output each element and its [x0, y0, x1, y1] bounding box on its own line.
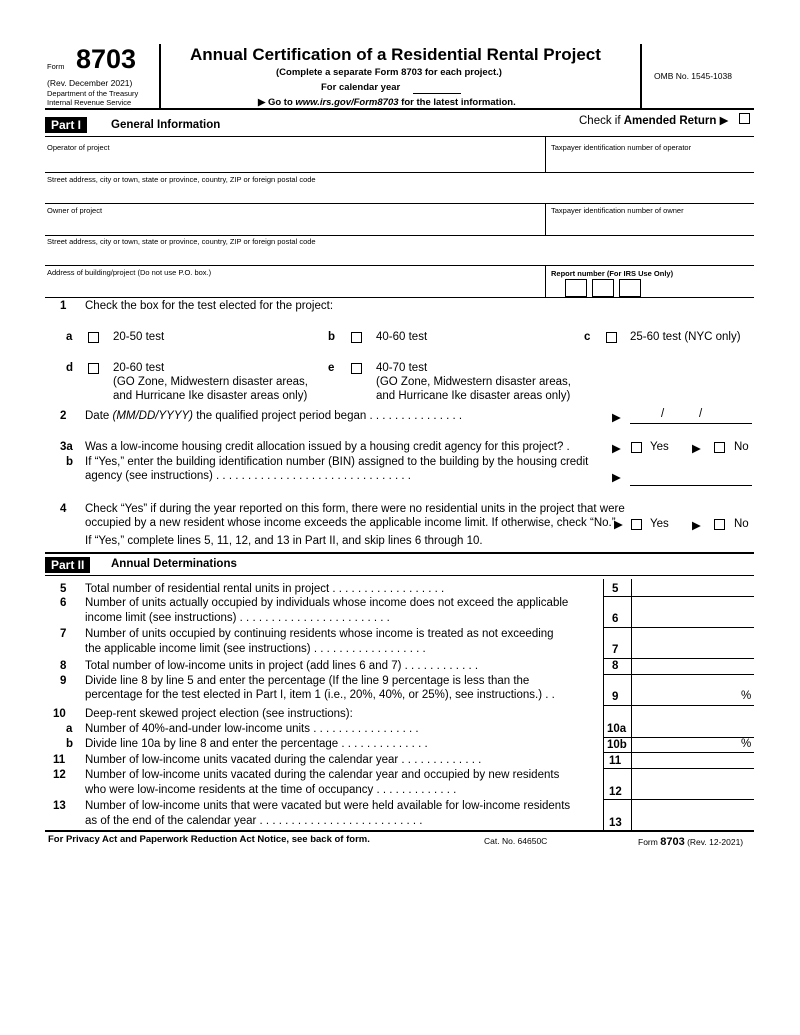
line5-number: 5	[60, 583, 67, 595]
part2-badge: Part II	[45, 557, 90, 573]
arrow-icon: ▶	[612, 472, 621, 484]
line6-text1: Number of units actually occupied by individuals whose income does not exceed the applicable	[85, 597, 569, 609]
test-20-50-checkbox[interactable]	[88, 332, 99, 343]
line4-text2: occupied by a new resident whose income exceeds the applicable income limit. If otherwise, check “No.”	[85, 517, 616, 529]
line12-input[interactable]	[603, 799, 754, 800]
amended-return-checkbox[interactable]	[739, 113, 750, 124]
line4-text3: If “Yes,” complete lines 5, 11, 12, and 13 in Part II, and skip lines 6 through 10.	[85, 535, 483, 547]
line9-percent-sign: %	[741, 690, 752, 702]
line9-input[interactable]	[603, 705, 754, 706]
line12-box-label: 12	[609, 786, 622, 798]
line13-number: 13	[53, 800, 66, 812]
part2-bottom-rule	[45, 830, 754, 832]
report-number-label: Report number (For IRS Use Only)	[551, 269, 674, 278]
calendar-year-label: For calendar year	[321, 82, 401, 93]
line3a-number: 3a	[60, 441, 73, 453]
line12-text1: Number of low-income units vacated during the calendar year and occupied by new residents	[85, 769, 560, 781]
test-20-60-note1: (GO Zone, Midwestern disaster areas,	[113, 376, 308, 388]
test-40-70-checkbox[interactable]	[351, 363, 362, 374]
line13-text2-label: as of the end of the calendar year	[85, 815, 257, 827]
test-25-60-checkbox[interactable]	[606, 332, 617, 343]
owner-tin-label: Taxpayer identification number of owner	[551, 206, 684, 215]
line4-yes-label: Yes	[650, 518, 669, 530]
part2-top-rule	[45, 552, 754, 554]
line8-box-label: 8	[612, 660, 619, 672]
line4-text1: Check “Yes” if during the year reported on this form, there were no residential units in the project that were	[85, 503, 625, 515]
line7-input[interactable]	[603, 658, 754, 659]
arrow-icon: ▶	[612, 443, 621, 455]
amended-return-label	[579, 113, 728, 127]
line7-text2-label: the applicable income limit (see instructions)	[85, 643, 311, 655]
amended-prefix: Check if	[579, 115, 624, 127]
amended-bold: Amended Return	[623, 115, 717, 127]
test-40-70-note1: (GO Zone, Midwestern disaster areas,	[376, 376, 571, 388]
line6-text2-label: income limit (see instructions)	[85, 612, 237, 624]
footer-form-number: 8703	[660, 836, 685, 848]
line4-no-checkbox[interactable]	[714, 519, 725, 530]
line4-number: 4	[60, 503, 67, 515]
line10-text: Deep-rent skewed project election (see instructions):	[85, 708, 353, 720]
test-20-50-label: 20-50 test	[113, 331, 165, 343]
arrow-icon: ▶	[614, 519, 623, 531]
privacy-notice: For Privacy Act and Paperwork Reduction Act Notice, see back of form.	[48, 834, 370, 845]
date-slash-1: /	[661, 408, 665, 420]
part1-rule	[45, 136, 754, 137]
line10a-box-label: 10a	[607, 723, 627, 735]
line3b-text2-label: agency (see instructions)	[85, 470, 213, 482]
line3a-text: Was a low-income housing credit allocation issued by a housing credit agency for this project? .	[85, 441, 570, 453]
line1a-letter: a	[66, 331, 73, 343]
line8-number: 8	[60, 660, 67, 672]
line3a-no-checkbox[interactable]	[714, 442, 725, 453]
line6-text2: income limit (see instructions) . . . . . . . . . . . . . . . . . . . . . . . .	[85, 612, 390, 624]
line10b-label: Divide line 10a by line 8 and enter the percentage	[85, 738, 339, 750]
line1b-letter: b	[328, 331, 336, 343]
report-divider	[545, 265, 546, 297]
department: Department of the Treasury	[47, 89, 139, 98]
line3b-text2: agency (see instructions) . . . . . . . . . . . . . . . . . . . . . . . . . . . . . . .	[85, 470, 411, 482]
line5-input[interactable]	[603, 596, 754, 597]
line3a-yes-label: Yes	[650, 441, 669, 453]
report-number-box-3[interactable]	[619, 279, 641, 297]
line10b-box-label: 10b	[607, 739, 627, 751]
arrow-icon: ▶	[692, 520, 701, 532]
footer-form-label: Form	[638, 837, 658, 847]
part1-title: General Information	[111, 119, 221, 131]
project-period-date-input[interactable]	[630, 423, 752, 424]
revision-date: (Rev. December 2021)	[47, 78, 133, 88]
line11-text: Number of low-income units vacated during the calendar year . . . . . . . . . . . . .	[85, 754, 482, 766]
line11-box-label: 11	[609, 755, 622, 767]
report-number-box-1[interactable]	[565, 279, 587, 297]
owner-divider	[545, 203, 546, 235]
line13-text2: as of the end of the calendar year . . . . . . . . . . . . . . . . . . . . . . . . . .	[85, 815, 423, 827]
part1-badge: Part I	[45, 117, 87, 133]
line13-box-label: 13	[609, 817, 622, 829]
line7-text1: Number of units occupied by continuing residents whose income is treated as not exceeding	[85, 628, 554, 640]
goto-instructions	[258, 97, 516, 108]
test-20-60-checkbox[interactable]	[88, 363, 99, 374]
line9-text1: Divide line 8 by line 5 and enter the percentage (If the line 9 percentage is less than the	[85, 675, 530, 687]
line1e-letter: e	[328, 362, 335, 374]
arrow-icon: ▶	[692, 443, 701, 455]
operator-street-label: Street address, city or town, state or province, country, ZIP or foreign postal code	[47, 175, 316, 184]
line9-number: 9	[60, 675, 67, 687]
line3a-yes-checkbox[interactable]	[631, 442, 642, 453]
line11-number: 11	[53, 754, 66, 766]
test-40-60-label: 40-60 test	[376, 331, 428, 343]
line1d-letter: d	[66, 362, 74, 374]
calendar-year-input[interactable]	[413, 93, 461, 94]
header-bottom-rule	[45, 108, 754, 110]
line10a-input[interactable]	[603, 737, 754, 738]
form-label: Form	[47, 62, 65, 71]
building-address-label: Address of building/project (Do not use P.O. box.)	[47, 268, 212, 277]
line10b-percent-sign: %	[741, 738, 752, 750]
line10-number: 10	[53, 708, 66, 720]
line4-no-label: No	[734, 518, 749, 530]
header-divider-right	[640, 44, 642, 108]
arrow-icon: ▶	[719, 115, 729, 127]
line5-text: Total number of residential rental units in project . . . . . . . . . . . . . . . . . .	[85, 583, 445, 595]
line2-text-post: the qualified project period began	[193, 410, 367, 422]
line10b-text: Divide line 10a by line 8 and enter the percentage . . . . . . . . . . . . . .	[85, 738, 428, 750]
line9-box-label: 9	[612, 691, 619, 703]
line10a-text: Number of 40%-and-under low-income units . . . . . . . . . . . . . . . . .	[85, 723, 419, 735]
test-40-70-note2: and Hurricane Ike disaster areas only)	[376, 390, 571, 402]
line8-input[interactable]	[603, 674, 754, 675]
test-20-60-label: 20-60 test	[113, 362, 165, 374]
line3b-text1: If “Yes,” enter the building identification number (BIN) assigned to the building by the housing credit	[85, 456, 589, 468]
goto-link[interactable]: www.irs.gov/Form8703	[295, 97, 399, 108]
line1c-letter: c	[584, 331, 591, 343]
part2-rule	[45, 575, 754, 576]
line9-text2-label: percentage for the test elected in Part I, item 1 (i.e., 20%, 40%, or 25%), see instructions.)	[85, 689, 543, 701]
operator-rule[interactable]	[45, 172, 754, 173]
line7-box-label: 7	[612, 644, 619, 656]
test-40-60-checkbox[interactable]	[351, 332, 362, 343]
form-subtitle: (Complete a separate Form 8703 for each project.)	[276, 67, 502, 78]
test-40-70-label: 40-70 test	[376, 362, 428, 374]
footer-form-id	[638, 836, 743, 848]
line2-date-format: (MM/DD/YYYY)	[112, 410, 193, 422]
operator-label: Operator of project	[47, 143, 110, 152]
line6-input[interactable]	[603, 627, 754, 628]
form-title: Annual Certification of a Residential Rental Project	[190, 45, 601, 64]
catalog-number: Cat. No. 64650C	[484, 836, 548, 846]
owner-street-label: Street address, city or town, state or province, country, ZIP or foreign postal code	[47, 237, 316, 246]
line11-label: Number of low-income units vacated during the calendar year	[85, 754, 399, 766]
owner-label: Owner of project	[47, 206, 103, 215]
agency: Internal Revenue Service	[47, 98, 132, 107]
report-number-box-2[interactable]	[592, 279, 614, 297]
test-20-60-note2: and Hurricane Ike disaster areas only)	[113, 390, 308, 402]
owner-rule[interactable]	[45, 235, 754, 236]
omb-number: OMB No. 1545-1038	[654, 71, 732, 81]
line6-box-label: 6	[612, 613, 619, 625]
test-25-60-label: 25-60 test (NYC only)	[630, 331, 741, 343]
line9-text2: percentage for the test elected in Part I, item 1 (i.e., 20%, 40%, or 25%), see instructions.) . .	[85, 689, 555, 701]
date-slash-2: /	[699, 408, 703, 420]
arrow-icon: ▶	[612, 412, 621, 424]
operator-street-rule[interactable]	[45, 203, 754, 204]
part2-title: Annual Determinations	[111, 558, 237, 570]
line5-label: Total number of residential rental units in project	[85, 583, 330, 595]
line3b-number: b	[66, 456, 74, 468]
footer-rev: (Rev. 12-2021)	[687, 837, 744, 847]
goto-prefix: ▶ Go to	[258, 97, 296, 108]
line8-text: Total number of low-income units in project (add lines 6 and 7) . . . . . . . . . . . .	[85, 660, 479, 672]
line7-number: 7	[60, 628, 67, 640]
line4-yes-checkbox[interactable]	[631, 519, 642, 530]
line2-text: Date (MM/DD/YYYY) the qualified project period began . . . . . . . . . . . . . . .	[85, 410, 463, 422]
line11-input[interactable]	[603, 768, 754, 769]
operator-tin-label: Taxpayer identification number of operator	[551, 143, 692, 152]
line5-box-label: 5	[612, 583, 619, 595]
form-number: 8703	[76, 44, 137, 74]
line12-number: 12	[53, 769, 66, 781]
line1-text: Check the box for the test elected for the project:	[85, 300, 334, 312]
line1-number: 1	[60, 300, 67, 312]
line10b-letter: b	[66, 738, 74, 750]
line10a-label: Number of 40%-and-under low-income units	[85, 723, 310, 735]
line3a-no-label: No	[734, 441, 749, 453]
address-rule[interactable]	[45, 297, 754, 298]
line7-text2: the applicable income limit (see instructions) . . . . . . . . . . . . . . . . . .	[85, 643, 426, 655]
line10b-input[interactable]	[603, 752, 754, 753]
header-divider-left	[159, 44, 161, 108]
owner-street-rule[interactable]	[45, 265, 754, 266]
line12-text2-label: who were low-income residents at the time of occupancy	[85, 784, 374, 796]
line2-number: 2	[60, 410, 67, 422]
operator-divider	[545, 136, 546, 172]
line2-text-pre: Date	[85, 410, 113, 422]
line10a-letter: a	[66, 723, 73, 735]
line6-number: 6	[60, 597, 67, 609]
goto-suffix: for the latest information.	[398, 97, 516, 108]
line13-text1: Number of low-income units that were vacated but were held available for low-income residents	[85, 800, 571, 812]
bin-input[interactable]	[630, 485, 752, 486]
line12-text2: who were low-income residents at the time of occupancy . . . . . . . . . . . . .	[85, 784, 457, 796]
line3a-question: Was a low-income housing credit allocation issued by a housing credit agency for this project?	[85, 441, 564, 453]
line8-label: Total number of low-income units in project (add lines 6 and 7)	[85, 660, 402, 672]
